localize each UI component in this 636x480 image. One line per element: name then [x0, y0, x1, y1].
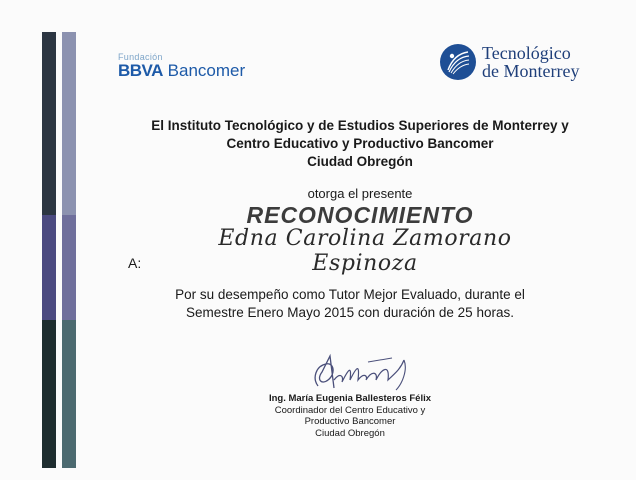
decorative-stripe-dark [42, 32, 56, 468]
bbva-brand-strong: BBVA [118, 61, 163, 80]
grant-text: otorga el presente [307, 186, 413, 201]
bbva-brand-name: Bancomer [167, 61, 246, 80]
tec-seal-icon [440, 44, 476, 80]
signatory-role-line-1: Coordinador del Centro Educativo y [274, 405, 426, 416]
signatory-role-line-2: Productivo Bancomer [304, 416, 396, 427]
tec-monterrey-logo [440, 44, 579, 80]
body-line-1: Por su desempeño como Tutor Mejor Evaluado, durante el [175, 287, 525, 302]
recipient-label: A: [128, 255, 142, 271]
decorative-stripe-light [62, 32, 76, 468]
signatory-name: Ing. María Eugenia Ballesteros Félix [268, 393, 432, 404]
body-line-2: Semestre Enero Mayo 2015 con duración de 25 horas. [186, 305, 514, 320]
bbva-bancomer-logo [118, 52, 245, 81]
institution-line-1: El Instituto Tecnológico y de Estudios Superiores de Monterrey y [151, 118, 569, 133]
institution-line-3: Ciudad Obregón [307, 154, 413, 169]
tec-name [482, 44, 579, 80]
bbva-foundation-label: Fundación [118, 52, 163, 62]
signatory-city: Ciudad Obregón [315, 428, 385, 439]
certificate-title: RECONOCIMIENTO [246, 202, 474, 228]
handwritten-signature [308, 350, 418, 398]
recipient-name: Edna Carolina Zamorano Espinoza [218, 226, 512, 276]
tec-name-line2: de Monterrey [482, 61, 580, 81]
institution-line-2: Centro Educativo y Productivo Bancomer [226, 136, 494, 151]
tec-name-line1: Tecnológico [482, 43, 571, 63]
bbva-brand [118, 61, 245, 81]
